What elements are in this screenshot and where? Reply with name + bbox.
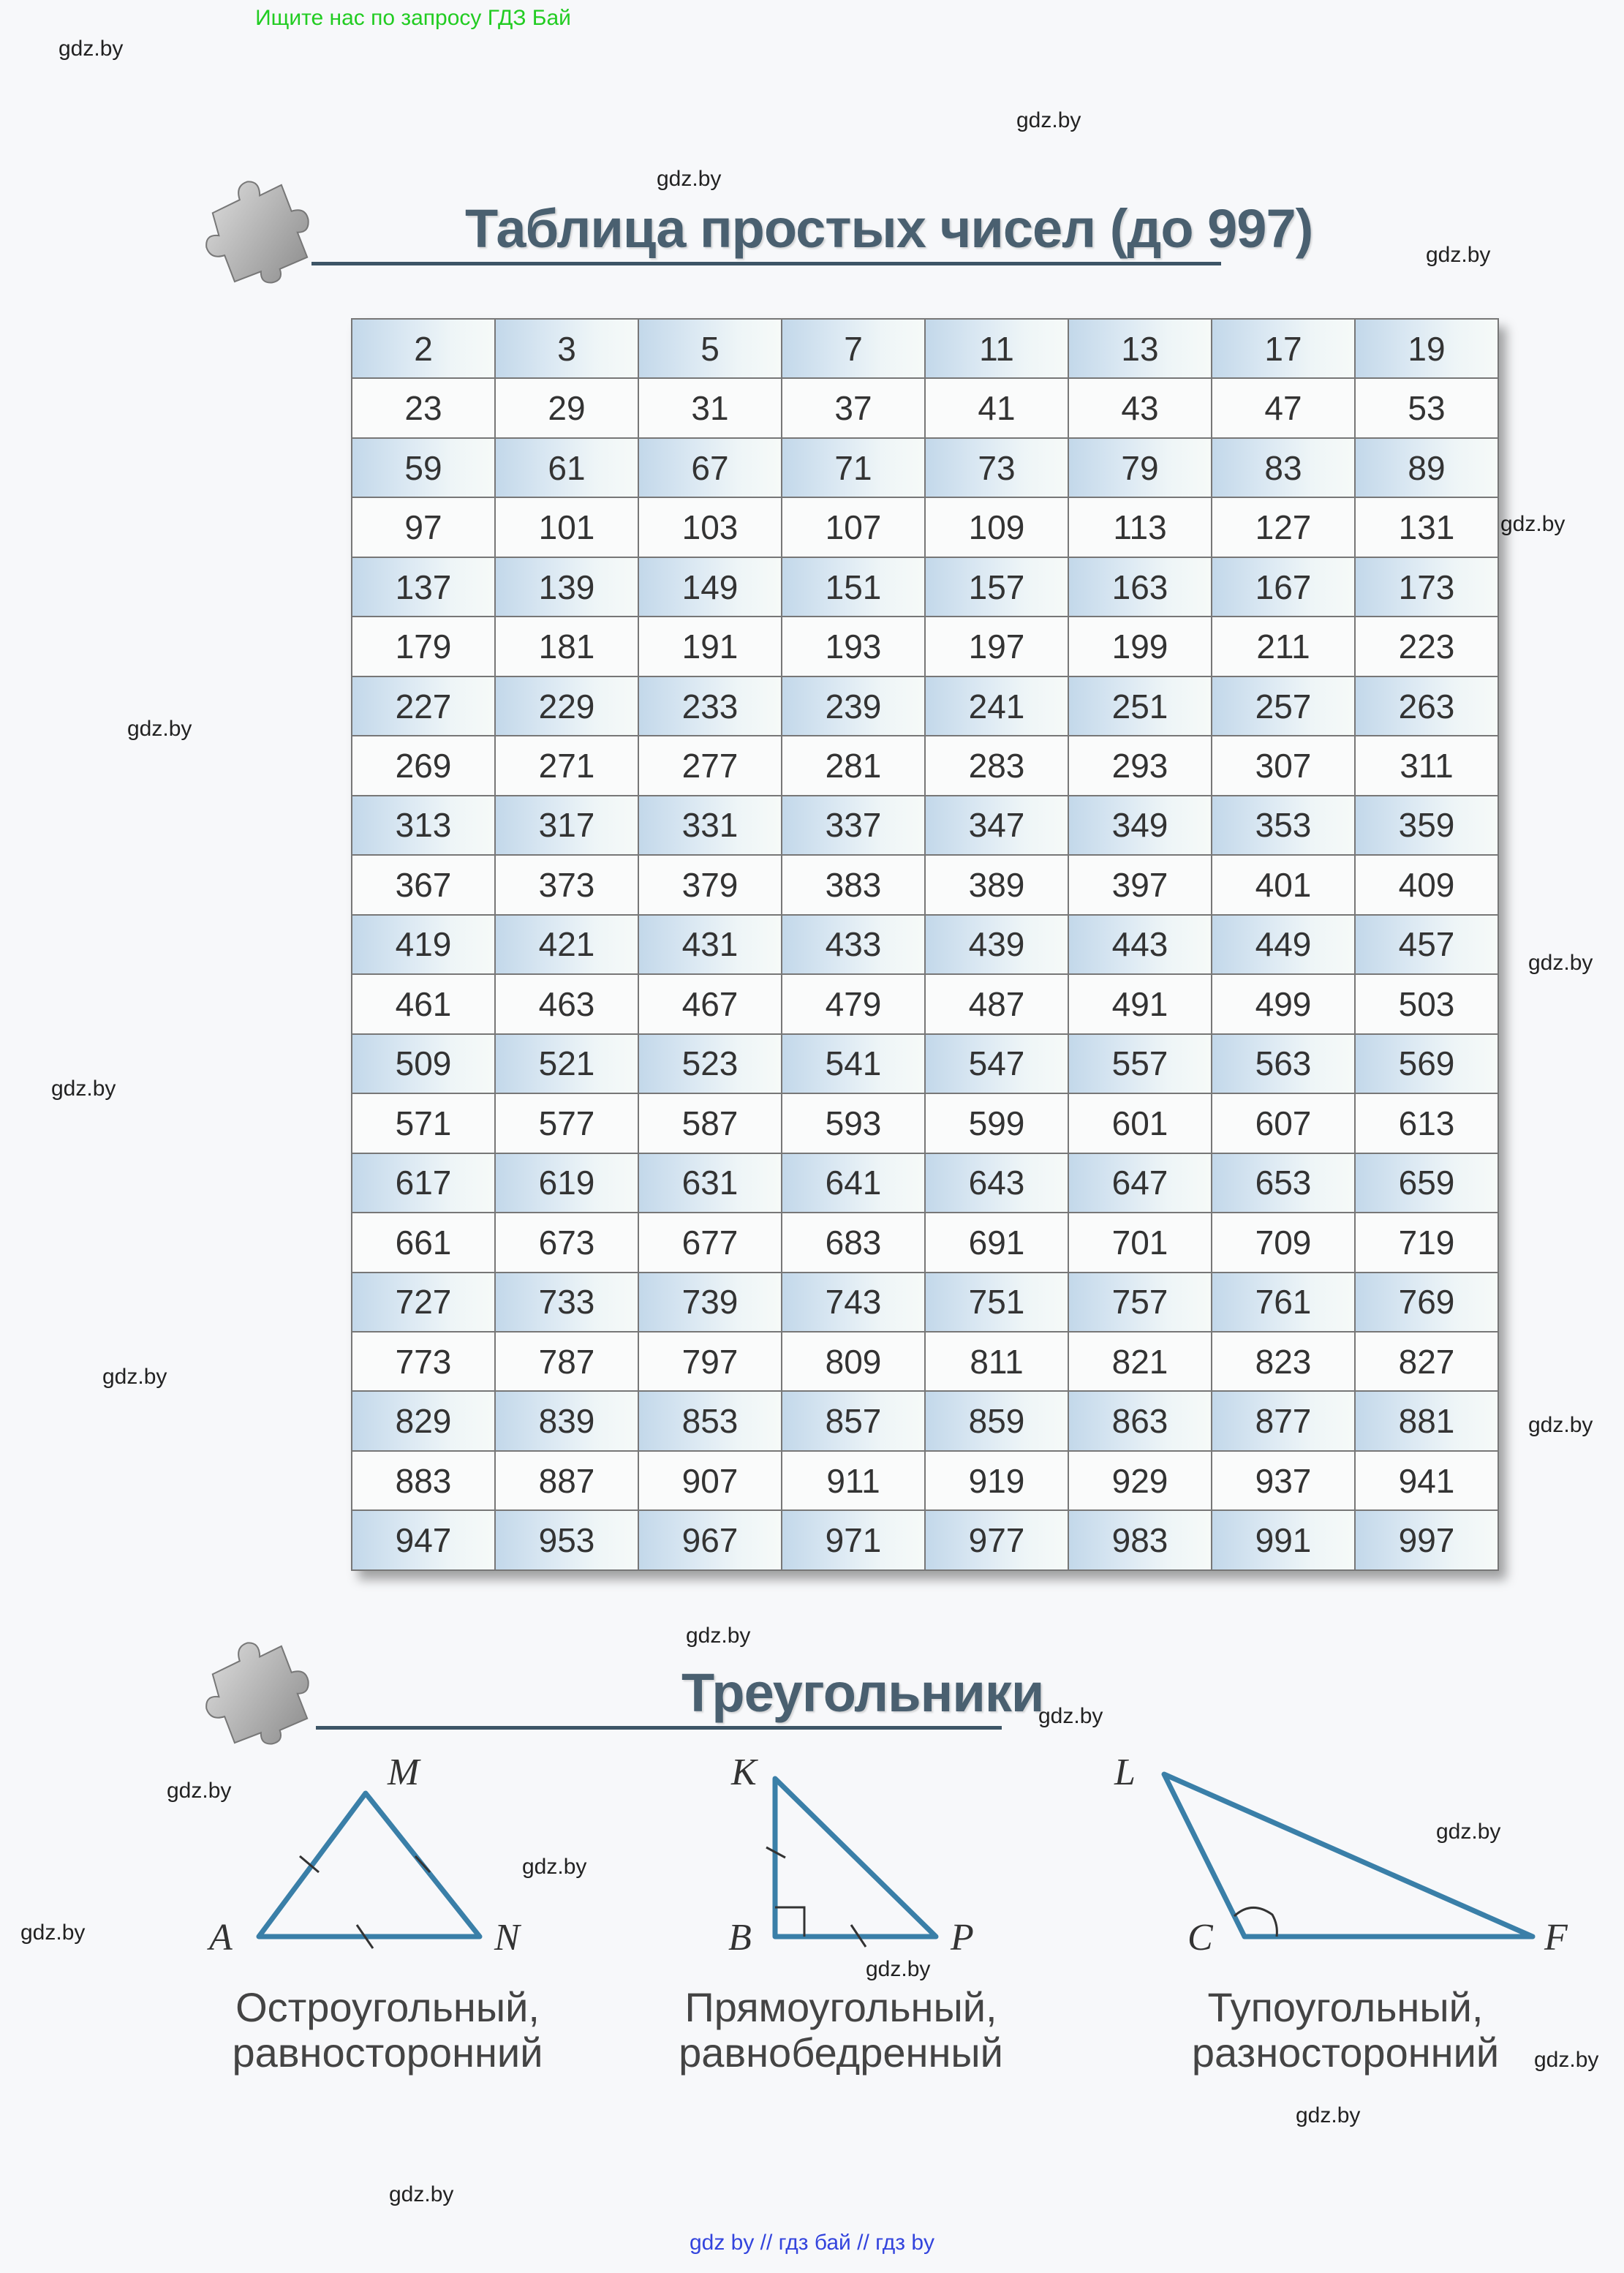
prime-cell: 547 [925, 1034, 1068, 1093]
prime-cell: 347 [925, 796, 1068, 855]
caption-line: разносторонний [1191, 2029, 1500, 2076]
prime-cell: 67 [638, 438, 782, 497]
prime-cell: 467 [638, 974, 782, 1033]
prime-cell: 709 [1212, 1213, 1355, 1272]
prime-cell: 47 [1212, 378, 1355, 437]
prime-cell: 269 [352, 736, 495, 795]
prime-cell: 653 [1212, 1153, 1355, 1213]
prime-cell: 2 [352, 319, 495, 378]
prime-cell: 457 [1355, 915, 1498, 974]
prime-cell: 137 [352, 557, 495, 617]
prime-cell: 277 [638, 736, 782, 795]
watermark: gdz.by [102, 1365, 167, 1389]
prime-cell: 271 [495, 736, 638, 795]
top-banner[interactable]: Ищите нас по запросу ГДЗ Бай [255, 6, 571, 30]
watermark: gdz.by [1436, 1820, 1501, 1844]
watermark: gdz.by [522, 1855, 587, 1879]
prime-cell: 181 [495, 617, 638, 676]
prime-cell: 701 [1068, 1213, 1212, 1272]
prime-cell: 719 [1355, 1213, 1498, 1272]
prime-cell: 983 [1068, 1510, 1212, 1570]
prime-cell: 773 [352, 1332, 495, 1391]
prime-cell: 953 [495, 1510, 638, 1570]
prime-cell: 677 [638, 1213, 782, 1272]
prime-cell: 443 [1068, 915, 1212, 974]
prime-cell: 61 [495, 438, 638, 497]
prime-cell: 233 [638, 676, 782, 736]
prime-cell: 79 [1068, 438, 1212, 497]
prime-cell: 607 [1212, 1093, 1355, 1153]
prime-cell: 107 [782, 497, 925, 557]
prime-cell: 661 [352, 1213, 495, 1272]
prime-cell: 367 [352, 855, 495, 914]
prime-cell: 491 [1068, 974, 1212, 1033]
prime-cell: 251 [1068, 676, 1212, 736]
watermark: gdz.by [1038, 1704, 1103, 1728]
watermark: gdz.by [389, 2182, 454, 2206]
prime-cell: 439 [925, 915, 1068, 974]
prime-cell: 881 [1355, 1391, 1498, 1450]
prime-cell: 43 [1068, 378, 1212, 437]
prime-cell: 101 [495, 497, 638, 557]
prime-cell: 17 [1212, 319, 1355, 378]
prime-cell: 463 [495, 974, 638, 1033]
prime-cell: 139 [495, 557, 638, 617]
prime-cell: 449 [1212, 915, 1355, 974]
prime-cell: 191 [638, 617, 782, 676]
caption-line: равносторонний [232, 2029, 543, 2076]
prime-cell: 509 [352, 1034, 495, 1093]
prime-cell: 331 [638, 796, 782, 855]
prime-cell: 947 [352, 1510, 495, 1570]
prime-cell: 337 [782, 796, 925, 855]
prime-cell: 787 [495, 1332, 638, 1391]
vertex-label: K [731, 1752, 757, 1793]
prime-cell: 761 [1212, 1273, 1355, 1332]
prime-cell: 691 [925, 1213, 1068, 1272]
footer-links[interactable]: gdz by // гдз бай // гдз by [689, 2231, 935, 2255]
prime-cell: 829 [352, 1391, 495, 1450]
prime-cell: 569 [1355, 1034, 1498, 1093]
prime-cell: 809 [782, 1332, 925, 1391]
prime-cell: 73 [925, 438, 1068, 497]
vertex-label: C [1187, 1917, 1213, 1959]
watermark: gdz.by [1534, 2048, 1599, 2072]
prime-cell: 967 [638, 1510, 782, 1570]
prime-cell: 313 [352, 796, 495, 855]
prime-cell: 223 [1355, 617, 1498, 676]
prime-cell: 229 [495, 676, 638, 736]
prime-cell: 311 [1355, 736, 1498, 795]
watermark: gdz.by [20, 1920, 86, 1945]
prime-cell: 647 [1068, 1153, 1212, 1213]
prime-cell: 643 [925, 1153, 1068, 1213]
caption-line: Прямоугольный, [684, 1984, 997, 2030]
prime-cell: 433 [782, 915, 925, 974]
prime-cell: 769 [1355, 1273, 1498, 1332]
prime-cell: 31 [638, 378, 782, 437]
prime-cell: 593 [782, 1093, 925, 1153]
prime-cell: 751 [925, 1273, 1068, 1332]
prime-cell: 617 [352, 1153, 495, 1213]
prime-cell: 163 [1068, 557, 1212, 617]
prime-cell: 853 [638, 1391, 782, 1450]
watermark: gdz.by [1296, 2103, 1361, 2127]
prime-cell: 907 [638, 1451, 782, 1510]
prime-cell: 109 [925, 497, 1068, 557]
prime-cell: 883 [352, 1451, 495, 1510]
prime-cell: 977 [925, 1510, 1068, 1570]
prime-cell: 283 [925, 736, 1068, 795]
prime-cell: 197 [925, 617, 1068, 676]
prime-cell: 659 [1355, 1153, 1498, 1213]
prime-cell: 673 [495, 1213, 638, 1272]
prime-cell: 521 [495, 1034, 638, 1093]
watermark: gdz.by [167, 1779, 232, 1803]
prime-cell: 193 [782, 617, 925, 676]
prime-cell: 179 [352, 617, 495, 676]
watermark: gdz.by [657, 167, 722, 191]
prime-cell: 823 [1212, 1332, 1355, 1391]
prime-cell: 131 [1355, 497, 1498, 557]
prime-cell: 727 [352, 1273, 495, 1332]
prime-cell: 739 [638, 1273, 782, 1332]
prime-cell: 971 [782, 1510, 925, 1570]
prime-cell: 587 [638, 1093, 782, 1153]
prime-cell: 3 [495, 319, 638, 378]
prime-cell: 23 [352, 378, 495, 437]
prime-cell: 541 [782, 1034, 925, 1093]
prime-cell: 7 [782, 319, 925, 378]
watermark: gdz.by [686, 1624, 751, 1648]
prime-cell: 239 [782, 676, 925, 736]
watermark: gdz.by [866, 1957, 931, 1981]
prime-cell: 5 [638, 319, 782, 378]
vertex-label: N [494, 1917, 520, 1959]
prime-cell: 409 [1355, 855, 1498, 914]
prime-cell: 227 [352, 676, 495, 736]
watermark: gdz.by [127, 717, 192, 741]
watermark: gdz.by [1426, 243, 1491, 267]
prime-cell: 379 [638, 855, 782, 914]
prime-cell: 127 [1212, 497, 1355, 557]
triangle-caption [651, 1985, 1031, 2076]
prime-cell: 11 [925, 319, 1068, 378]
prime-cell: 641 [782, 1153, 925, 1213]
prime-cell: 13 [1068, 319, 1212, 378]
prime-cell: 257 [1212, 676, 1355, 736]
prime-cell: 733 [495, 1273, 638, 1332]
right-angle-mark [775, 1907, 804, 1937]
prime-cell: 167 [1212, 557, 1355, 617]
caption-line: равнобедренный [679, 2029, 1003, 2076]
prime-cell: 821 [1068, 1332, 1212, 1391]
prime-cell: 113 [1068, 497, 1212, 557]
prime-cell: 937 [1212, 1451, 1355, 1510]
prime-cell: 757 [1068, 1273, 1212, 1332]
vertex-label: P [951, 1917, 974, 1959]
prime-cell: 397 [1068, 855, 1212, 914]
prime-cell: 797 [638, 1332, 782, 1391]
prime-cell: 421 [495, 915, 638, 974]
prime-cell: 743 [782, 1273, 925, 1332]
prime-cell: 523 [638, 1034, 782, 1093]
prime-cell: 59 [352, 438, 495, 497]
prime-cell: 557 [1068, 1034, 1212, 1093]
prime-cell: 863 [1068, 1391, 1212, 1450]
prime-cell: 173 [1355, 557, 1498, 617]
prime-cell: 383 [782, 855, 925, 914]
prime-cell: 419 [352, 915, 495, 974]
prime-cell: 293 [1068, 736, 1212, 795]
prime-cell: 89 [1355, 438, 1498, 497]
prime-cell: 199 [1068, 617, 1212, 676]
vertex-label: L [1114, 1752, 1136, 1793]
prime-cell: 349 [1068, 796, 1212, 855]
prime-cell: 461 [352, 974, 495, 1033]
prime-cell: 613 [1355, 1093, 1498, 1153]
primes-title: Таблица простых чисел (до 997) [465, 198, 1313, 259]
prime-cell: 281 [782, 736, 925, 795]
watermark: gdz.by [1500, 512, 1566, 536]
prime-cell: 503 [1355, 974, 1498, 1033]
prime-cell: 241 [925, 676, 1068, 736]
prime-cell: 211 [1212, 617, 1355, 676]
prime-cell: 103 [638, 497, 782, 557]
prime-cell: 317 [495, 796, 638, 855]
prime-cell: 359 [1355, 796, 1498, 855]
prime-cell: 827 [1355, 1332, 1498, 1391]
prime-cell: 37 [782, 378, 925, 437]
prime-cell: 911 [782, 1451, 925, 1510]
prime-cell: 401 [1212, 855, 1355, 914]
prime-cell: 877 [1212, 1391, 1355, 1450]
prime-cell: 577 [495, 1093, 638, 1153]
prime-cell: 683 [782, 1213, 925, 1272]
caption-line: Тупоугольный, [1207, 1984, 1484, 2030]
prime-cell: 991 [1212, 1510, 1355, 1570]
prime-cell: 41 [925, 378, 1068, 437]
prime-cell: 941 [1355, 1451, 1498, 1510]
vertex-label: F [1544, 1917, 1568, 1959]
prime-cell: 859 [925, 1391, 1068, 1450]
prime-cell: 157 [925, 557, 1068, 617]
vertex-label: B [728, 1917, 752, 1959]
prime-cell: 811 [925, 1332, 1068, 1391]
caption-line: Остроугольный, [235, 1984, 540, 2030]
prime-cell: 857 [782, 1391, 925, 1450]
prime-cell: 571 [352, 1093, 495, 1153]
prime-cell: 487 [925, 974, 1068, 1033]
prime-cell: 563 [1212, 1034, 1355, 1093]
prime-cell: 619 [495, 1153, 638, 1213]
prime-cell: 83 [1212, 438, 1355, 497]
watermark: gdz.by [51, 1077, 116, 1101]
prime-cell: 997 [1355, 1510, 1498, 1570]
prime-cell: 389 [925, 855, 1068, 914]
triangles-title: Треугольники [681, 1662, 1044, 1723]
prime-cell: 307 [1212, 736, 1355, 795]
watermark: gdz.by [58, 37, 124, 61]
prime-cell: 929 [1068, 1451, 1212, 1510]
prime-cell: 601 [1068, 1093, 1212, 1153]
prime-cell: 599 [925, 1093, 1068, 1153]
prime-cell: 919 [925, 1451, 1068, 1510]
triangle-caption [197, 1985, 578, 2076]
triangle-caption [1155, 1985, 1536, 2076]
vertex-label: M [388, 1752, 420, 1793]
prime-cell: 499 [1212, 974, 1355, 1033]
prime-cell: 479 [782, 974, 925, 1033]
prime-cell: 97 [352, 497, 495, 557]
prime-cell: 149 [638, 557, 782, 617]
triangle-right [775, 1779, 936, 1937]
prime-cell: 887 [495, 1451, 638, 1510]
prime-cell: 373 [495, 855, 638, 914]
prime-cell: 53 [1355, 378, 1498, 437]
watermark: gdz.by [1528, 1413, 1593, 1437]
prime-cell: 431 [638, 915, 782, 974]
triangle-obtuse [1164, 1774, 1533, 1937]
prime-cell: 631 [638, 1153, 782, 1213]
prime-cell: 839 [495, 1391, 638, 1450]
watermark: gdz.by [1016, 108, 1081, 132]
prime-cell: 353 [1212, 796, 1355, 855]
prime-cell: 151 [782, 557, 925, 617]
prime-cell: 19 [1355, 319, 1498, 378]
vertex-label: A [209, 1917, 233, 1959]
watermark: gdz.by [1528, 951, 1593, 975]
triangle-acute [259, 1793, 480, 1937]
prime-cell: 263 [1355, 676, 1498, 736]
prime-cell: 71 [782, 438, 925, 497]
prime-cell: 29 [495, 378, 638, 437]
